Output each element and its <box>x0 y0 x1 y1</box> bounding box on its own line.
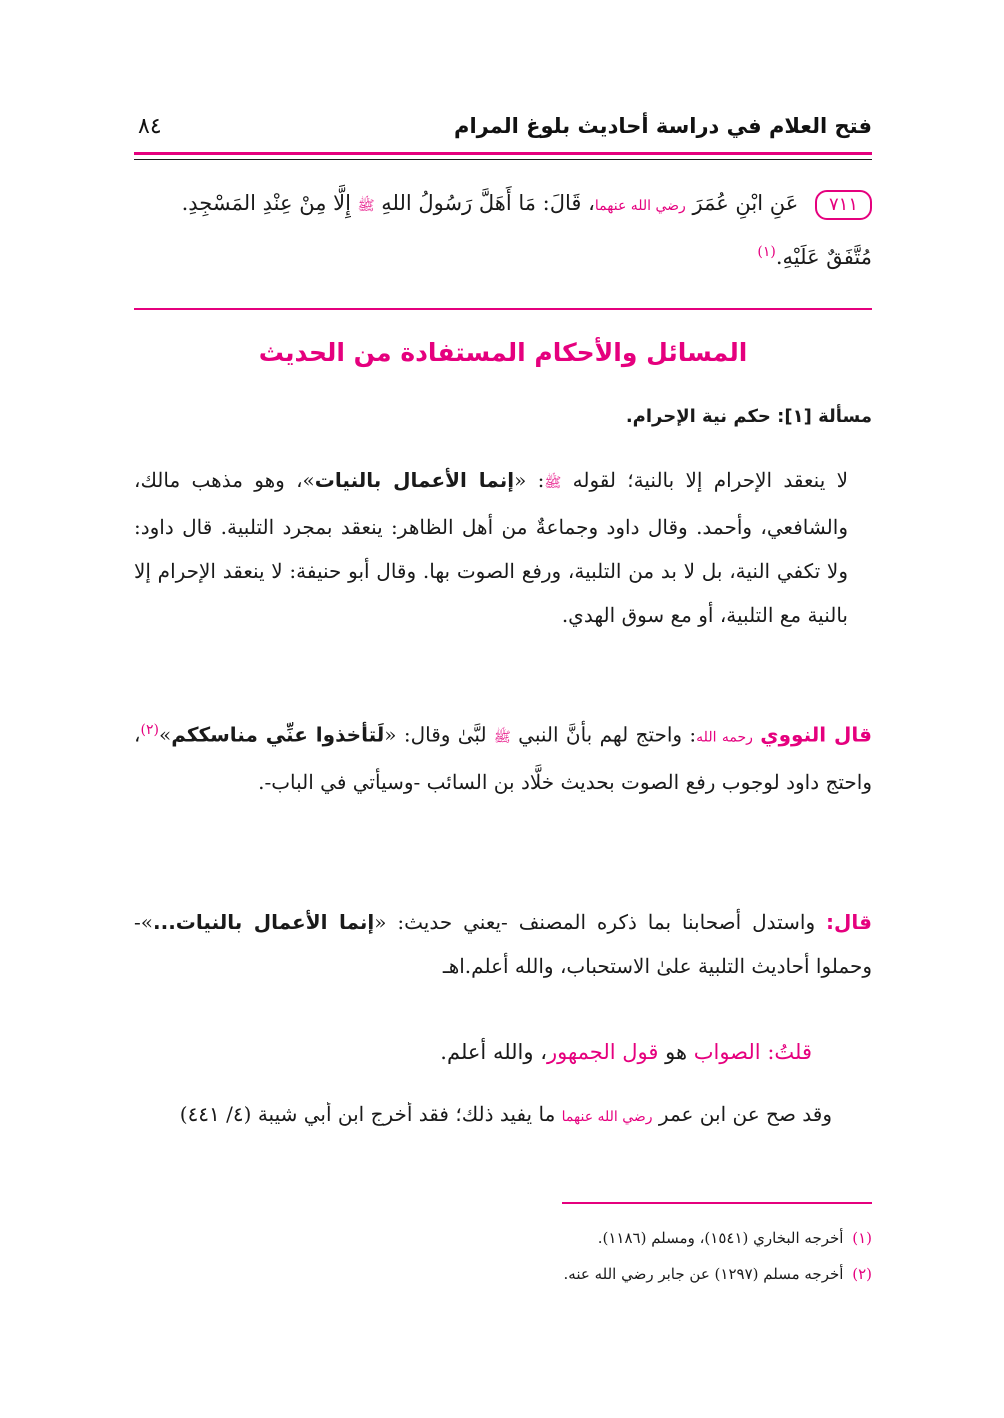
hadith-line-2 <box>134 229 872 280</box>
hadith-grading: مُتَّفَقٌ عَلَيْهِ. <box>775 245 872 269</box>
header-rule-thick <box>134 152 872 155</box>
qultu-label: قلتُ: <box>767 1040 812 1064</box>
section-title: المسائل والأحكام المستفادة من الحديث <box>258 338 748 367</box>
para1-text-b: : « <box>514 468 545 492</box>
last-text-b: ما يفيد ذلك؛ فقد أخرج ابن أبي شيبة (٤/ ٤٤١) <box>179 1102 556 1126</box>
footnote-number: (٢) <box>852 1265 872 1283</box>
book-page <box>134 100 872 1318</box>
issue-label: مسألة [١]: <box>777 406 872 427</box>
para2-text-d: ، واحتج داود لوجوب رفع الصوت بحديث خلَّاد بن السائب -وسيأتي في الباب-. <box>134 722 872 794</box>
para1-text-c: »، وهو مذهب مالك، والشافعي، وأحمد. وقال داود وجماعةٌ من أهل الظاهر: ينعقد بمجرد التلبية. قال داود: ولا تكفي النية، بل لا بد من التلبية، ورفع الصوت بها. وقال أبو حنيفة: لا ينعقد الإحرام إلا بالنية مع التلبية، أو مع سوق الهدي. <box>134 468 848 627</box>
continuation-line <box>134 1102 832 1126</box>
footnote-item <box>134 1256 872 1292</box>
hadith-line-1 <box>134 180 872 229</box>
issue-title: حكم نية الإحرام. <box>625 406 771 427</box>
footnote-separator <box>562 1202 872 1204</box>
hadith-bottom-rule <box>134 308 872 310</box>
nawawi-label: قال النووي <box>760 722 873 747</box>
paragraph-2 <box>134 708 872 804</box>
qultu-majority: قول الجمهور <box>546 1040 659 1064</box>
footnote-number: (١) <box>852 1229 872 1247</box>
salutation-glyph: ﷺ <box>493 729 511 746</box>
footnote-ref-2[interactable]: (٢) <box>140 722 159 738</box>
last-text-a: وقد صح عن ابن عمر <box>658 1102 832 1126</box>
hadith-number-badge: ٧١١ <box>815 190 872 220</box>
para2-text-a: : واحتج لهم بأنَّ النبي <box>518 722 697 747</box>
honorific-glyph: رحمه الله <box>696 729 753 746</box>
qultu-statement <box>440 1040 812 1064</box>
para3-text-b: »- وحملوا أحاديث التلبية علىٰ الاستحباب، والله أعلم.اهـ <box>134 910 872 978</box>
paragraph-3 <box>134 900 872 988</box>
hadith-text-start: عَنِ ابْنِ عُمَرَ <box>692 191 799 215</box>
para2-text-b: لبَّىٰ وقال: « <box>384 722 487 747</box>
issue-heading <box>626 406 872 427</box>
honorific-glyph: رضي الله عنهما <box>594 198 686 214</box>
salutation-glyph: ﷺ <box>357 198 375 214</box>
qultu-correct: الصواب <box>693 1040 761 1064</box>
footnote-text: أخرجه مسلم (١٢٩٧) عن جابر رضي الله عنه. <box>563 1265 844 1283</box>
qultu-mid: هو <box>665 1040 688 1064</box>
footnotes <box>134 1220 872 1292</box>
footnote-text: أخرجه البخاري (١٥٤١)، ومسلم (١١٨٦). <box>597 1229 844 1247</box>
qala-label: قال: <box>826 910 872 934</box>
salutation-glyph: ﷺ <box>544 475 562 491</box>
para3-quote: إنما الأعمال بالنيات... <box>153 910 375 934</box>
paragraph-1 <box>134 458 872 637</box>
page-number: ٨٤ <box>138 114 162 139</box>
footnote-item <box>134 1220 872 1256</box>
honorific-glyph: رضي الله عنهما <box>561 1109 653 1125</box>
hadith-text-end: إِلَّا مِنْ عِنْدِ المَسْجِدِ. <box>181 191 351 215</box>
book-title: فتح العلام في دراسة أحاديث بلوغ المرام <box>454 114 872 138</box>
running-header <box>134 114 872 154</box>
para1-text-a: لا ينعقد الإحرام إلا بالنية؛ لقوله <box>572 468 849 492</box>
para2-text-c: » <box>158 722 172 747</box>
footnote-ref-1[interactable]: (١) <box>757 244 776 260</box>
hadith-text-mid: ، قَالَ: مَا أَهَلَّ رَسُولُ اللهِ <box>381 191 595 215</box>
hadith-block <box>134 180 872 280</box>
header-rule-thin <box>134 159 872 160</box>
para2-quote: لَتأخذوا عنِّي مناسككم <box>171 722 385 747</box>
para3-text-a: واستدل أصحابنا بما ذكره المصنف -يعني حديث: « <box>374 910 816 934</box>
para1-quote: إنما الأعمال بالنيات <box>314 468 515 492</box>
qultu-end: ، والله أعلم. <box>440 1040 547 1064</box>
